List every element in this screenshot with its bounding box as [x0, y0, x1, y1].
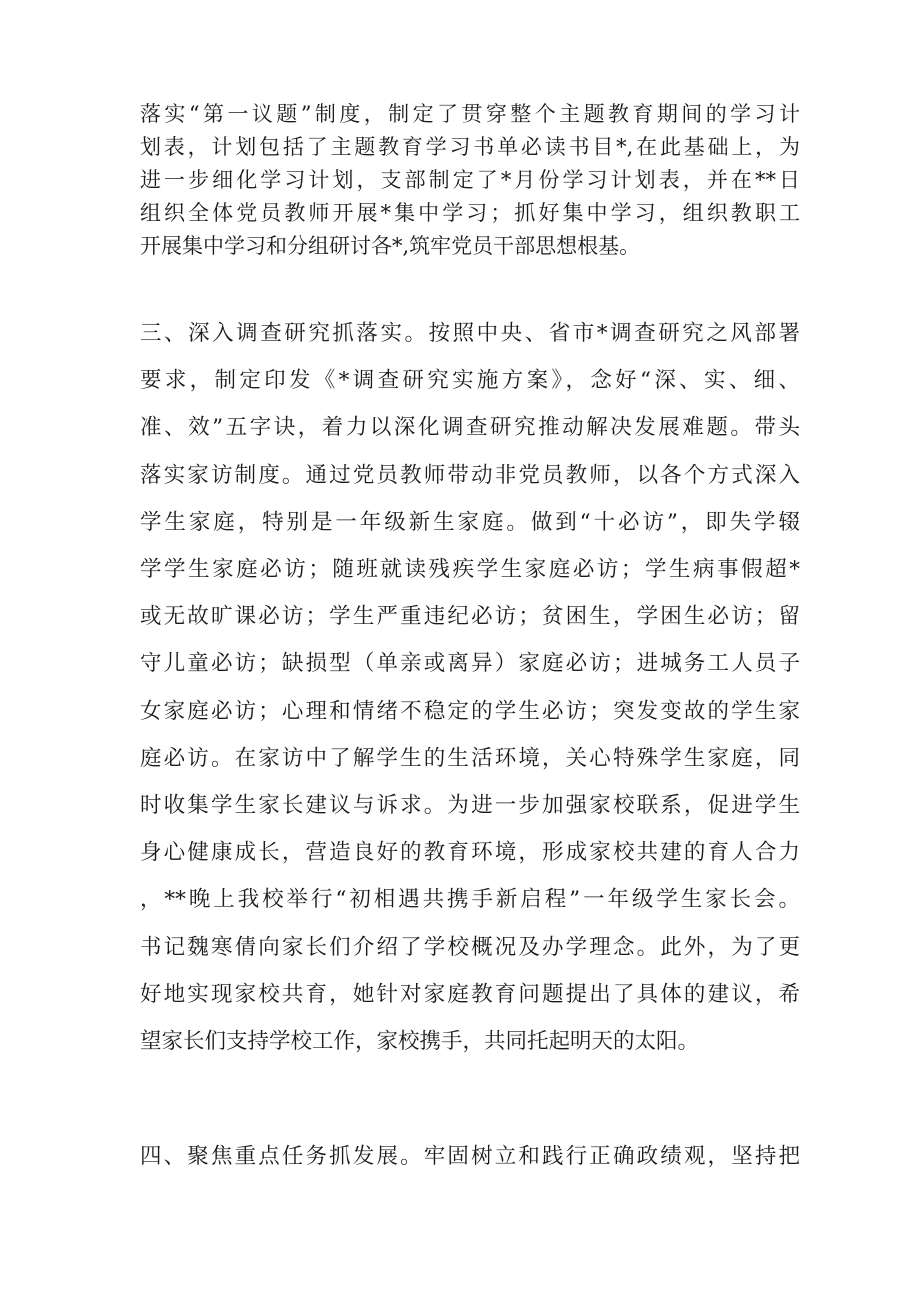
- text-line: 时收集学生家长建议与诉求。为进一步加强家校联系，促进学生: [140, 793, 800, 819]
- text-line: 庭必访。在家访中了解学生的生活环境，关心特殊学生家庭，同: [140, 745, 800, 771]
- section-heading-line: 三、深入调查研究抓落实。按照中央、省市*调查研究之风部署: [140, 321, 800, 346]
- paragraph-section-four-development: [140, 1133, 800, 1180]
- text-line: 划表，计划包括了主题教育学习书单必读书目*,在此基础上，为: [140, 135, 800, 159]
- text-line: 要求，制定印发《*调查研究实施方案》，念好“深、实、细、: [140, 368, 800, 394]
- text-line: 身心健康成长，营造良好的教育环境，形成家校共建的育人合力: [140, 840, 800, 866]
- text-line: 开展集中学习和分组研讨各*,筑牢党员干部思想根基。: [140, 234, 641, 258]
- text-line: 女家庭必访；心理和情绪不稳定的学生必访；突发变故的学生家: [140, 698, 800, 724]
- text-line: 落实“第一议题”制度，制定了贯穿整个主题教育期间的学习计: [140, 102, 800, 126]
- text-line: 守儿童必访；缺损型（单亲或离异）家庭必访；进城务工人员子: [140, 651, 800, 677]
- section-heading-line: 四、聚焦重点任务抓发展。牢固树立和践行正确政绩观，坚持把: [140, 1144, 800, 1169]
- text-line: 进一步细化学习计划，支部制定了*月份学习计划表，并在**日: [140, 168, 800, 192]
- text-line: 望家长们支持学校工作，家校携手，共同托起明天的太阳。: [140, 1029, 700, 1055]
- text-line: 准、效”五字诀，着力以深化调查研究推动解决发展难题。带头: [140, 415, 800, 441]
- text-line: 学学生家庭必访；随班就读残疾学生家庭必访；学生病事假超*: [140, 557, 800, 583]
- text-line: ，**晚上我校举行“初相遇共携手新启程”一年级学生家长会。: [140, 887, 800, 913]
- paragraph-study-plan: [140, 98, 800, 263]
- text-line: 或无故旷课必访；学生严重违纪必访；贫困生，学困生必访；留: [140, 604, 800, 630]
- text-line: 落实家访制度。通过党员教师带动非党员教师，以各个方式深入: [140, 462, 800, 488]
- text-line: 学生家庭，特别是一年级新生家庭。做到“十必访”，即失学辍: [140, 509, 800, 535]
- text-line: 书记魏寒倩向家长们介绍了学校概况及办学理念。此外，为了更: [140, 934, 800, 960]
- paragraph-section-three-research: [140, 310, 800, 1065]
- text-line: 组织全体党员教师开展*集中学习；抓好集中学习，组织教职工: [140, 201, 800, 225]
- text-line: 好地实现家校共育，她针对家庭教育问题提出了具体的建议，希: [140, 981, 800, 1007]
